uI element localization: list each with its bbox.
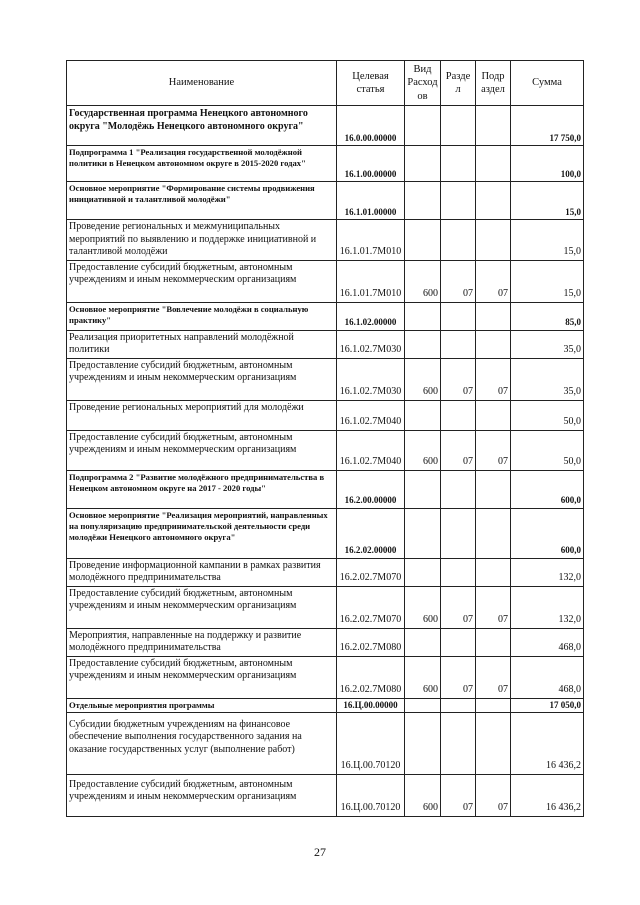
row-vr: 600: [405, 656, 441, 698]
row-vr: [405, 628, 441, 656]
table-row: [67, 712, 584, 774]
row-pr: 07: [476, 586, 511, 628]
row-sum: 132,0: [511, 558, 584, 586]
row-vr: 600: [405, 260, 441, 302]
row-code: 16.2.02.7М080: [337, 656, 405, 698]
row-pr: [476, 508, 511, 558]
row-pr: 07: [476, 430, 511, 470]
row-code: 16.2.02.7М070: [337, 558, 405, 586]
row-pr: [476, 628, 511, 656]
row-pr: [476, 330, 511, 358]
row-pr: 07: [476, 774, 511, 816]
row-sum: 16 436,2: [511, 774, 584, 816]
header-row: [67, 61, 584, 106]
row-sum: 132,0: [511, 586, 584, 628]
row-code: 16.Ц.00.70120: [337, 712, 405, 774]
table-row: [67, 430, 584, 470]
row-vr: [405, 220, 441, 261]
row-name: Подпрограмма 1 "Реализация государственной молодёжной политики в Ненецком автономном округе в 2015-2020 годах": [67, 146, 337, 182]
row-pr: 07: [476, 260, 511, 302]
row-name: Проведение региональных мероприятий для молодёжи: [67, 400, 337, 430]
row-code: 16.1.00.00000: [337, 146, 405, 182]
row-name: Основное мероприятие "Вовлечение молодёжи в социальную практику": [67, 302, 337, 330]
row-code: 16.2.02.7М070: [337, 586, 405, 628]
row-sum: 35,0: [511, 330, 584, 358]
table-row: [67, 106, 584, 146]
table-row: [67, 260, 584, 302]
row-sum: 468,0: [511, 656, 584, 698]
row-sum: 600,0: [511, 508, 584, 558]
row-sum: 16 436,2: [511, 712, 584, 774]
row-name: Основное мероприятие "Формирование системы продвижения инициативной и талантливой молодёжи": [67, 182, 337, 220]
table-row: [67, 698, 584, 712]
row-sum: 50,0: [511, 400, 584, 430]
table-row: [67, 302, 584, 330]
row-pr: 07: [476, 656, 511, 698]
row-pr: [476, 712, 511, 774]
row-vr: [405, 698, 441, 712]
row-sum: 17 050,0: [511, 698, 584, 712]
row-rz: [441, 106, 476, 146]
row-name: Отдельные мероприятия программы: [67, 698, 337, 712]
row-pr: [476, 698, 511, 712]
row-rz: 07: [441, 774, 476, 816]
row-name: Мероприятия, направленные на поддержку и развитие молодёжного предпринимательства: [67, 628, 337, 656]
row-rz: [441, 698, 476, 712]
row-rz: 07: [441, 586, 476, 628]
table-row: [67, 330, 584, 358]
row-rz: [441, 508, 476, 558]
table-row: [67, 470, 584, 508]
row-code: 16.1.01.00000: [337, 182, 405, 220]
row-code: 16.2.02.7М080: [337, 628, 405, 656]
row-code: 16.2.00.00000: [337, 470, 405, 508]
row-vr: [405, 508, 441, 558]
row-vr: [405, 146, 441, 182]
row-vr: 600: [405, 430, 441, 470]
row-rz: [441, 628, 476, 656]
row-vr: 600: [405, 586, 441, 628]
row-pr: 07: [476, 358, 511, 400]
row-rz: [441, 146, 476, 182]
row-code: 16.0.00.00000: [337, 106, 405, 146]
table-row: [67, 774, 584, 816]
table-row: [67, 558, 584, 586]
row-pr: [476, 220, 511, 261]
row-rz: 07: [441, 656, 476, 698]
row-code: 16.1.01.7М010: [337, 260, 405, 302]
row-rz: 07: [441, 260, 476, 302]
row-code: 16.1.02.7М040: [337, 400, 405, 430]
row-name: Предоставление субсидий бюджетным, автономным учреждениям и иным некоммерческим организациям: [67, 260, 337, 302]
table-row: [67, 220, 584, 261]
row-rz: [441, 712, 476, 774]
row-sum: 15,0: [511, 182, 584, 220]
table-row: [67, 358, 584, 400]
row-name: Субсидии бюджетным учреждениям на финансовое обеспечение выполнения государственного задания на оказание государственных услуг (выполнение работ): [67, 712, 337, 774]
budget-table: [66, 60, 584, 817]
table-row: [67, 586, 584, 628]
row-name: Предоставление субсидий бюджетным, автономным учреждениям и иным некоммерческим организациям: [67, 774, 337, 816]
row-pr: [476, 106, 511, 146]
row-vr: [405, 330, 441, 358]
row-pr: [476, 470, 511, 508]
header-target: Целевая статья: [337, 61, 405, 106]
row-vr: [405, 400, 441, 430]
row-sum: 50,0: [511, 430, 584, 470]
row-sum: 85,0: [511, 302, 584, 330]
row-code: 16.2.02.00000: [337, 508, 405, 558]
header-sum: Сумма: [511, 61, 584, 106]
row-vr: [405, 106, 441, 146]
header-subsection: Подр аздел: [476, 61, 511, 106]
table-row: [67, 146, 584, 182]
row-code: 16.1.02.7М030: [337, 358, 405, 400]
row-pr: [476, 146, 511, 182]
row-rz: [441, 220, 476, 261]
table-row: [67, 656, 584, 698]
page-number: 27: [314, 845, 326, 859]
row-vr: 600: [405, 774, 441, 816]
row-code: 16.Ц.00.00000: [337, 698, 405, 712]
row-vr: [405, 712, 441, 774]
row-vr: 600: [405, 358, 441, 400]
row-rz: [441, 558, 476, 586]
row-name: Проведение региональных и межмуниципальных мероприятий по выявлению и поддержке инициативной и талантливой молодёжи: [67, 220, 337, 261]
row-pr: [476, 558, 511, 586]
header-name: Наименование: [67, 61, 337, 106]
row-code: 16.1.02.7М030: [337, 330, 405, 358]
row-vr: [405, 302, 441, 330]
table-row: [67, 182, 584, 220]
row-rz: 07: [441, 430, 476, 470]
row-pr: [476, 302, 511, 330]
row-name: Предоставление субсидий бюджетным, автономным учреждениям и иным некоммерческим организациям: [67, 358, 337, 400]
row-sum: 35,0: [511, 358, 584, 400]
row-rz: [441, 302, 476, 330]
header-section: Разде л: [441, 61, 476, 106]
row-name: Проведение информационной кампании в рамках развития молодёжного предпринимательства: [67, 558, 337, 586]
row-name: Предоставление субсидий бюджетным, автономным учреждениям и иным некоммерческим организациям: [67, 656, 337, 698]
row-vr: [405, 470, 441, 508]
row-name: Подпрограмма 2 "Развитие молодёжного предпринимательства в Ненецком автономном округе на 2017 - 2020 годы": [67, 470, 337, 508]
row-sum: 468,0: [511, 628, 584, 656]
row-code: 16.Ц.00.70120: [337, 774, 405, 816]
header-exptype: Вид Расход ов: [405, 61, 441, 106]
table-row: [67, 400, 584, 430]
row-rz: [441, 182, 476, 220]
row-sum: 17 750,0: [511, 106, 584, 146]
row-rz: [441, 330, 476, 358]
row-sum: 600,0: [511, 470, 584, 508]
row-rz: [441, 400, 476, 430]
row-name: Реализация приоритетных направлений молодёжной политики: [67, 330, 337, 358]
row-sum: 15,0: [511, 260, 584, 302]
row-rz: [441, 470, 476, 508]
row-name: Предоставление субсидий бюджетным, автономным учреждениям и иным некоммерческим организациям: [67, 586, 337, 628]
row-rz: 07: [441, 358, 476, 400]
table-row: [67, 628, 584, 656]
row-name: Предоставление субсидий бюджетным, автономным учреждениям и иным некоммерческим организациям: [67, 430, 337, 470]
table-row: [67, 508, 584, 558]
row-sum: 100,0: [511, 146, 584, 182]
row-code: 16.1.02.00000: [337, 302, 405, 330]
row-sum: 15,0: [511, 220, 584, 261]
row-pr: [476, 400, 511, 430]
row-vr: [405, 182, 441, 220]
row-name: Основное мероприятие "Реализация мероприятий, направленных на популяризацию предпринимательской деятельности среди молодёжи Ненецкого автономного округа": [67, 508, 337, 558]
row-vr: [405, 558, 441, 586]
row-code: 16.1.01.7М010: [337, 220, 405, 261]
row-name: Государственная программа Ненецкого автономного округа "Молодёжь Ненецкого автономного округа": [67, 106, 337, 146]
row-pr: [476, 182, 511, 220]
row-code: 16.1.02.7М040: [337, 430, 405, 470]
